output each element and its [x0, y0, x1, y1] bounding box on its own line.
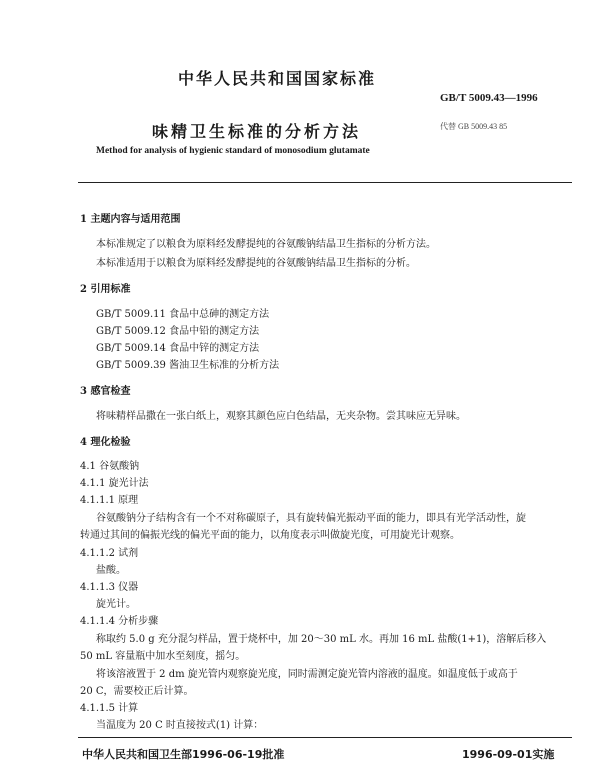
reference-line: GB/T 5009.11 食品中总砷的测定方法 [96, 309, 270, 320]
paragraph-line: 谷氨酸钠分子结构含有一个不对称碳原子，具有旋转偏光振动平面的能力，即具有光学活动性，旋 [96, 513, 526, 524]
paragraph-line: 称取约 5.0 g 充分混匀样品，置于烧杯中，加 20～30 mL 水。再加 16 mL 盐酸(1+1)，溶解后移入 [96, 634, 547, 645]
section-heading-3: 3 感官检查 [80, 386, 131, 397]
section-heading-1: 1 主题内容与适用范围 [80, 214, 181, 225]
paragraph-line: 盐酸。 [96, 565, 126, 576]
reference-line: GB/T 5009.39 酱油卫生标准的分析方法 [96, 360, 280, 371]
english-title: Method for analysis of hygienic standard of monosodium glutamate [96, 146, 370, 156]
paragraph-line: 50 mL 容量瓶中加水至刻度，摇匀。 [80, 651, 246, 662]
subsection-heading: 4.1.1.3 仪器 [80, 582, 139, 593]
paragraph-line: 将该溶液置于 2 dm 旋光管内观察旋光度，同时需测定旋光管内溶液的温度。如温度低于或高于 [96, 669, 518, 680]
replaces-standard: 代替 GB 5009.43 85 [440, 122, 508, 131]
paragraph-line: 转通过其间的偏振光线的偏光平面的能力，以角度表示叫做旋光度，可用旋光计观察。 [80, 530, 460, 541]
subsection-heading: 4.1 谷氨酸钠 [80, 461, 140, 472]
paragraph-line: 20 C，需要校正后计算。 [80, 686, 194, 697]
subsection-heading: 4.1.1.2 试剂 [80, 548, 139, 559]
subsection-heading: 4.1.1.4 分析步骤 [80, 616, 159, 627]
subsection-heading: 4.1.1.1 原理 [80, 495, 139, 506]
national-standard-heading: 中华人民共和国国家标准 [178, 69, 377, 88]
standard-code: GB/T 5009.43—1996 [440, 92, 538, 104]
header-divider [78, 182, 572, 183]
subsection-heading: 4.1.1 旋光计法 [80, 478, 149, 489]
document-title: 味精卫生标准的分析方法 [152, 122, 362, 141]
paragraph-line: 旋光计。 [96, 599, 136, 610]
paragraph-line: 当温度为 20 C 时直接按式(1) 计算： [96, 720, 264, 731]
footer-divider [78, 737, 572, 738]
reference-line: GB/T 5009.12 食品中铅的测定方法 [96, 326, 260, 337]
section-heading-2: 2 引用标准 [80, 284, 131, 295]
paragraph-line: 本标准规定了以粮食为原料经发酵提纯的谷氨酸钠结晶卫生指标的分析方法。 [96, 239, 436, 250]
paragraph-line: 本标准适用于以粮食为原料经发酵提纯的谷氨酸钠结晶卫生指标的分析。 [96, 258, 416, 269]
paragraph-line: 将味精样品撒在一张白纸上，观察其颜色应白色结晶，无夹杂物。尝其味应无异味。 [96, 411, 466, 422]
approval-date: 中华人民共和国卫生部1996-06-19批准 [82, 748, 285, 761]
reference-line: GB/T 5009.14 食品中锌的测定方法 [96, 343, 260, 354]
implementation-date: 1996-09-01实施 [462, 748, 555, 761]
section-heading-4: 4 理化检验 [80, 437, 131, 448]
subsection-heading: 4.1.1.5 计算 [80, 703, 139, 714]
